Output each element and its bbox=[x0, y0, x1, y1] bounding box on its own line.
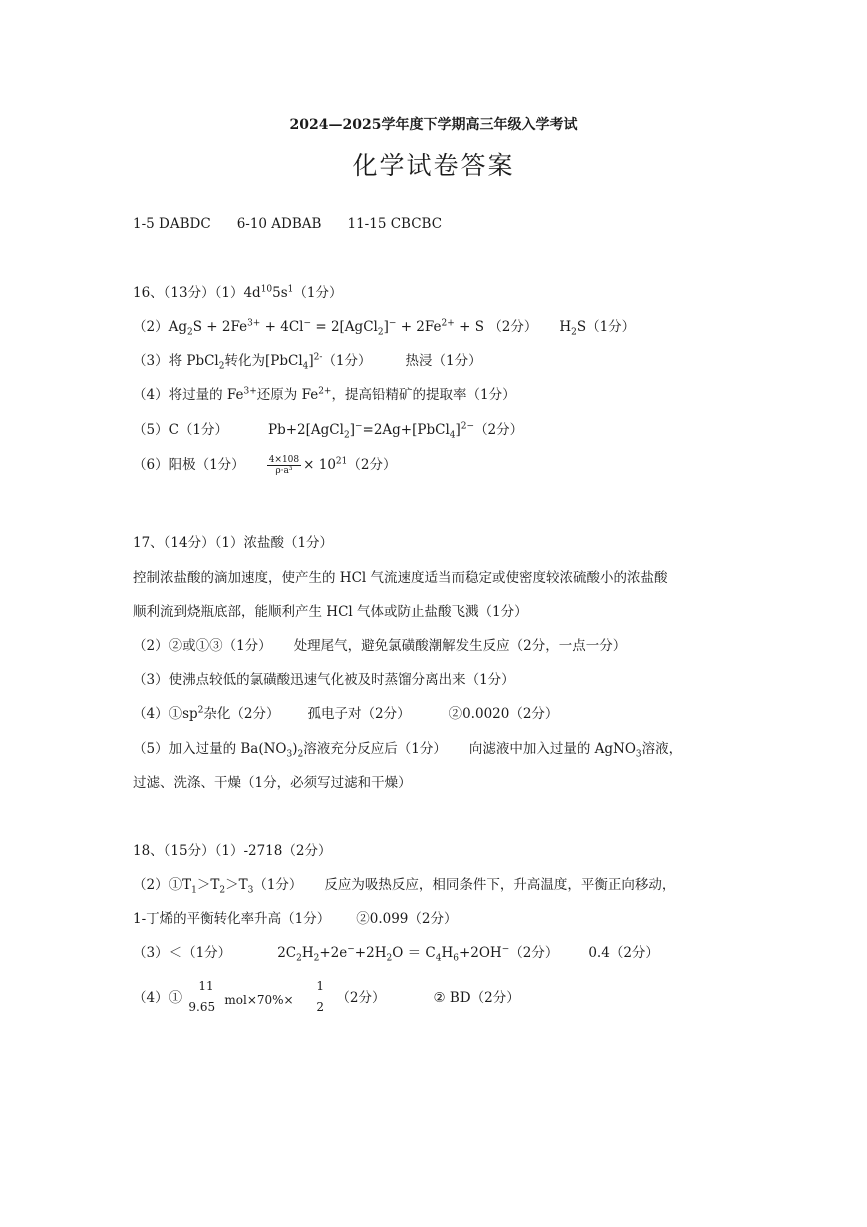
q17-line-3: 顺利流到烧瓶底部，能顺利产生 HCl 气体或防止盐酸飞溅（1分） bbox=[133, 604, 528, 620]
mc-group-2: 6-10 ADBAB bbox=[236, 216, 322, 232]
mc-group-3: 11-15 CBCBC bbox=[347, 216, 443, 232]
q17-line-5: （3）使沸点较低的氯磺酸迅速气化被及时蒸馏分离出来（1分） bbox=[133, 672, 515, 688]
q18-line-2: $(2)①T_1>T_2>T_3(1$分） 反应为吸热反应，相同条件下，升高温度，平衡正向移动， bbox=[133, 877, 676, 896]
q18-line-1: 18、（15分）（1）-2718（2分） bbox=[133, 843, 332, 859]
exam-title: 2024—2025学年度下学期高三年级入学考试 bbox=[289, 117, 578, 133]
q17-line-6: $(4)①sp^2$杂化（2分） 孤电子对（2分） ②0.0020（2分） bbox=[133, 705, 559, 722]
density-fraction: $\frac{4\times 108}{\text{ρ·a³}}$ bbox=[268, 455, 300, 476]
q17-line-8: 过滤、洗涤、干燥（1分，必须写过滤和干燥） bbox=[133, 775, 412, 791]
q16-line-2: $(2)Ag_2S + 2Fe^{3+} + 4Cl^-$ = 2[AgCl$_2$]− + $2Fe^{2+} + S$ （2分） $H_2S(1$分） bbox=[133, 318, 636, 338]
q16-line-1: 16、（13分）$(1)4d^{10}5s^1(1$分） bbox=[133, 284, 343, 301]
q17-line-7: （5）加入过量的 $Ba(NO_3)_2$溶液充分反应后（1分） 向滤液中加入过量的 AgNO$_3$溶液， bbox=[133, 741, 683, 760]
document-title: 化学试卷答案 bbox=[352, 151, 515, 180]
q18-line-5: （4）① 11 9.65 mol×70%× 1 2 （2分） ② BD（2分） bbox=[133, 978, 520, 1018]
q16-line-4: （4）将过量的 $Fe^{3+}$还原为 $Fe^{2+}$，提高铅精矿的提取率（1分） bbox=[133, 386, 516, 403]
q17-line-1: 17、（14分）（1）浓盐酸（1分） bbox=[133, 535, 334, 551]
q16-line-3: （3）将 PbCl$_2$转化为[PbCl$_4$]$^{2-}$（1分） 热浸（1分） bbox=[133, 352, 482, 372]
q16-line-6: （6）阳极（1分） $\frac{4\times 108}{\text{ρ·a³}}$ × $10^{21}(2$分） bbox=[133, 455, 397, 476]
multiple-choice-answers bbox=[133, 214, 442, 234]
q18-line-3: 1-丁烯的平衡转化率升高（1分） ②0.099（2分） bbox=[133, 911, 458, 927]
q17-line-2: 控制浓盐酸的滴加速度，使产生的 HCl 气流速度适当而稳定或使密度较浓硫酸小的浓盐酸 bbox=[133, 570, 668, 586]
mc-group-1: 1-5 DABDC bbox=[133, 216, 211, 232]
q18-line-4: （3）＜（1分） $2C_2H_2+2e^-+2H_2O = C_4H_6+2OH^-(2$分） 0.4（2分） bbox=[133, 944, 659, 964]
q16-line-5: （5）C（1分） Pb+2[AgCl$_2$]−=2Ag+[PbCl$_4$]$^{2-}$（2分） bbox=[133, 421, 524, 441]
q17-line-4: （2）②或①③（1分） 处理尾气，避免氯磺酸潮解发生反应（2分，一点一分） bbox=[133, 638, 627, 654]
yield-expression: 11 9.65 mol×70%× 1 2 bbox=[188, 979, 325, 1014]
